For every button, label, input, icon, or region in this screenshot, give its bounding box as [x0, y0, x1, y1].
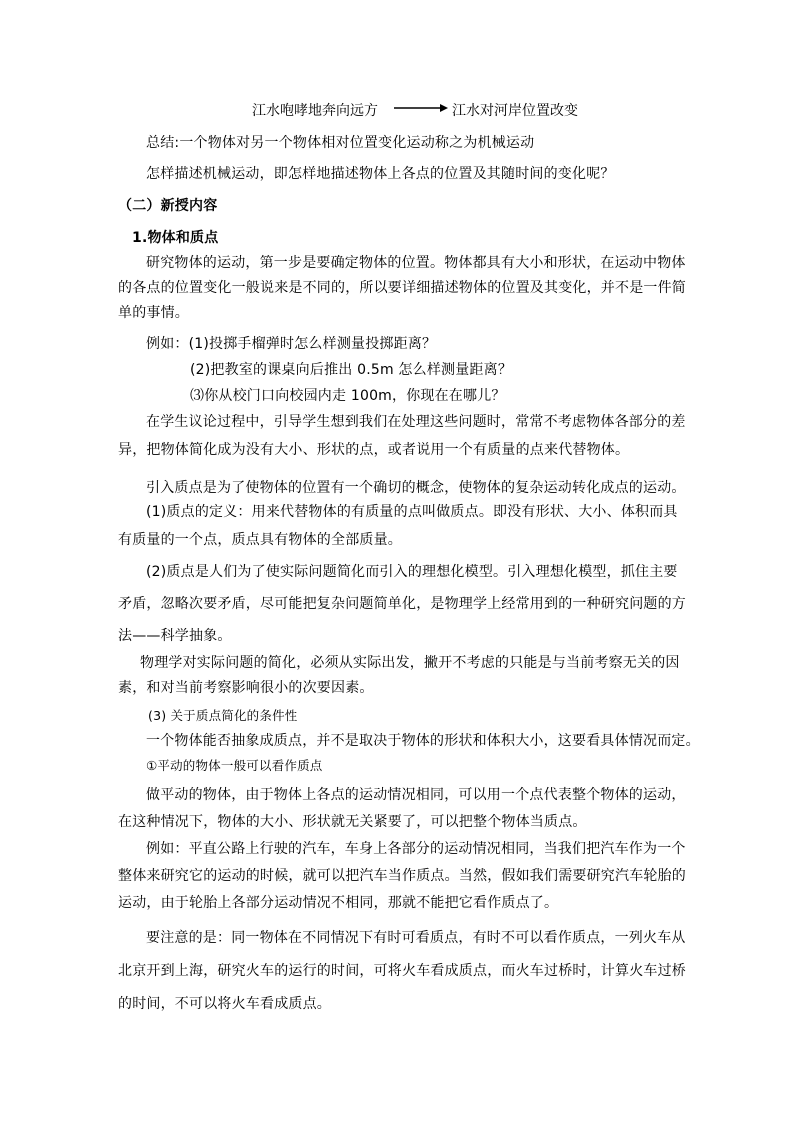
example-line: ⑶你从校门口向校园内走 100m，你现在在哪儿？ — [190, 388, 506, 404]
paragraph-line: 法——科学抽象。 — [118, 628, 232, 644]
summary-line: 总结:一个物体对另一个物体相对位置变化运动称之为机械运动 — [146, 135, 535, 151]
question-line: 怎样描述机械运动，即怎样地描述物体上各点的位置及其随时间的变化呢？ — [146, 166, 615, 182]
example-line: 例如：(1)投掷手榴弹时怎么样测量投掷距离？ — [146, 336, 437, 352]
paragraph-line: 一个物体能否抽象成质点，并不是取决于物体的形状和体积大小，这要看具体情况而定。 — [146, 733, 700, 749]
right-arrow-icon — [394, 102, 448, 116]
paragraph-line: 做平动的物体，由于物体上各点的运动情况相同，可以用一个点代表整个物体的运动， — [146, 787, 686, 803]
arrow-target-text: 江水对河岸位置改变 — [452, 103, 578, 119]
paragraph-line: 单的事情。 — [118, 305, 189, 321]
paragraph-line: 的时间，不可以将火车看成质点。 — [118, 996, 331, 1012]
paragraph-line: 要注意的是：同一物体在不同情况下有时可看质点，有时不可以看作质点，一列火车从 — [146, 930, 686, 946]
paragraph-line: 的各点的位置变化一般说来是不同的，所以要详细描述物体的位置及其变化，并不是一件简 — [118, 280, 686, 296]
subsection-heading: 1.物体和质点 — [132, 230, 219, 246]
paragraph-line: 有质量的一个点，质点具有物体的全部质量。 — [118, 532, 402, 548]
paragraph-line: 物理学对实际问题的简化，必须从实际出发，撇开不考虑的只能是与当前考察无关的因 — [140, 655, 680, 671]
arrow-source-text: 江水咆哮地奔向远方 — [252, 103, 378, 119]
subpoint-heading: ①平动的物体一般可以看作质点 — [146, 758, 323, 773]
example-line: (2)把教室的课桌向后推出 0.5m 怎么样测量距离？ — [190, 362, 513, 378]
paragraph-line: 整体来研究它的运动的时候，就可以把汽车当作质点。当然，假如我们需要研究汽车轮胎的 — [118, 868, 686, 884]
paragraph-line: 素，和对当前考察影响很小的次要因素。 — [118, 680, 374, 696]
paragraph-line: 引入质点是为了使物体的位置有一个确切的概念，使物体的复杂运动转化成点的运动。 — [146, 480, 686, 496]
causal-arrow-row — [252, 102, 612, 122]
paragraph-line: 异，把物体简化成为没有大小、形状的点，或者说用一个有质量的点来代替物体。 — [118, 442, 630, 458]
section-heading: （二）新授内容 — [118, 198, 218, 214]
paragraph-line: 例如：平直公路上行驶的汽车，车身上各部分的运动情况相同，当我们把汽车作为一个 — [146, 841, 686, 857]
paragraph-line: 运动，由于轮胎上各部分运动情况不相同，那就不能把它看作质点了。 — [118, 895, 559, 911]
paragraph-line: 矛盾，忽略次要矛盾，尽可能把复杂问题简单化，是物理学上经常用到的一种研究问题的方 — [118, 596, 686, 612]
subpoint-heading: (3) 关于质点简化的条件性 — [148, 708, 298, 723]
paragraph-line: 在学生议论过程中，引导学生想到我们在处理这些问题时，常常不考虑物体各部分的差 — [146, 414, 686, 430]
paragraph-line: (2)质点是人们为了使实际问题简化而引入的理想化模型。引入理想化模型，抓住主要 — [146, 564, 678, 580]
paragraph-line: 在这种情况下，物体的大小、形状就无关紧要了，可以把整个物体当质点。 — [118, 814, 587, 830]
paragraph-line: 北京开到上海，研究火车的运行的时间，可将火车看成质点，而火车过桥时，计算火车过桥 — [118, 963, 686, 979]
paragraph-line: (1)质点的定义：用来代替物体的有质量的点叫做质点。即没有形状、大小、体积而具 — [146, 504, 678, 520]
paragraph-line: 研究物体的运动，第一步是要确定物体的位置。物体都具有大小和形状，在运动中物体 — [146, 255, 686, 271]
